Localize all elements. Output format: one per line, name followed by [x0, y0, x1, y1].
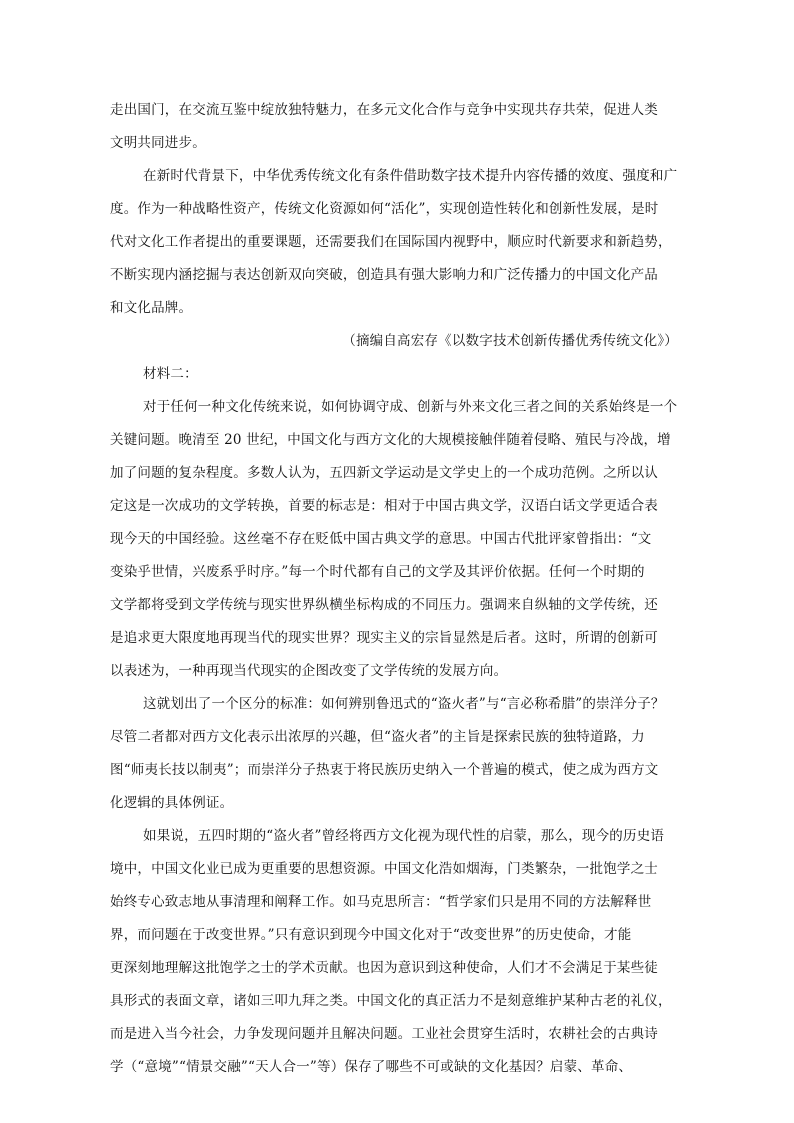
body-line: 图“师夷长技以制夷”；而崇洋分子热衷于将民族历史纳入一个普遍的模式，使之成为西方文 — [110, 762, 659, 778]
body-line: 境中，中国文化业已成为更重要的思想资源。中国文化浩如烟海，门类繁杂，一批饱学之士 — [110, 861, 658, 877]
body-line: 和文化品牌。 — [110, 300, 193, 316]
body-line: 度。作为一种战略性资产，传统文化资源如何“活化”，实现创造性转化和创新性发展，是时 — [110, 201, 659, 217]
body-line: 文明共同进步。 — [110, 135, 206, 151]
source-citation: （摘编自高宏存《以数字技术创新传播优秀传统文化》） — [342, 333, 678, 349]
body-line: 学（“意境”“情景交融”“天人合一”等）保存了哪些不可或缺的文化基因？启蒙、革命、 — [110, 1059, 633, 1075]
body-line: 尽管二者都对西方文化表示出浓厚的兴趣，但“盗火者”的主旨是探索民族的独特道路，力 — [110, 729, 645, 745]
body-line: 以表述为，一种再现当代现实的企图改变了文学传统的发展方向。 — [110, 663, 508, 679]
body-line: 文学都将受到文学传统与现实世界纵横坐标构成的不同压力。强调来自纵轴的文学传统，还 — [110, 597, 658, 613]
body-line: 而是进入当今社会，力争发现问题并且解决问题。工业社会贯穿生活时，农耕社会的古典诗 — [110, 1026, 658, 1042]
body-line: 定这是一次成功的文学转换，首要的标志是：相对于中国古典文学，汉语白话文学更适合表 — [110, 498, 658, 514]
body-line: 加了问题的复杂程度。多数人认为，五四新文学运动是文学史上的一个成功范例。之所以认 — [110, 465, 658, 481]
body-line: 走出国门，在交流互鉴中绽放独特魅力，在多元文化合作与竞争中实现共存共荣，促进人类 — [110, 102, 658, 118]
body-line: 现今天的中国经验。这丝毫不存在贬低中国古典文学的意思。中国古代批评家曾指出：“文 — [110, 531, 652, 547]
paragraph-first-line: 这就划出了一个区分的标准：如何辨别鲁迅式的“盗火者”与“言必称希腊”的崇洋分子？ — [143, 696, 665, 712]
paragraph-first-line: 如果说，五四时期的“盗火者”曾经将西方文化视为现代性的启蒙，那么，现今的历史语 — [143, 828, 665, 844]
body-line: 始终专心致志地从事清理和阐释工作。如马克思所言：“哲学家们只是用不同的方法解释世 — [110, 894, 652, 910]
body-line: 关键问题。晚清至 20 世纪，中国文化与西方文化的大规模接触伴随着侵略、殖民与冷战，增 — [110, 432, 671, 448]
body-line: 更深刻地理解这批饱学之士的学术贡献。也因为意识到这种使命，人们才不会满足于某些徒 — [110, 960, 658, 976]
body-line: 具形式的表面文章，诸如三叩九拜之类。中国文化的真正活力不是刻意维护某种古老的礼仪， — [110, 993, 672, 1009]
body-line: 变染乎世情，兴废系乎时序。”每一个时代都有自己的文学及其评价依据。任何一个时期的 — [110, 564, 645, 580]
body-line: 是追求更大限度地再现当代的现实世界？现实主义的宗旨显然是后者。这时，所谓的创新可 — [110, 630, 658, 646]
paragraph-first-line: 在新时代背景下，中华优秀传统文化有条件借助数字技术提升内容传播的效度、强度和广 — [143, 168, 678, 184]
body-line: 界，而问题在于改变世界。”只有意识到现今中国文化对于“改变世界”的历史使命，才能 — [110, 927, 632, 943]
paragraph-first-line: 对于任何一种文化传统来说，如何协调守成、创新与外来文化三者之间的关系始终是一个 — [143, 399, 678, 415]
section-heading: 材料二： — [143, 366, 198, 382]
body-line: 不断实现内涵挖掘与表达创新双向突破，创造具有强大影响力和广泛传播力的中国文化产品 — [110, 267, 658, 283]
body-line: 化逻辑的具体例证。 — [110, 795, 234, 811]
body-line: 代对文化工作者提出的重要课题，还需要我们在国际国内视野中，顺应时代新要求和新趋势， — [110, 234, 672, 250]
